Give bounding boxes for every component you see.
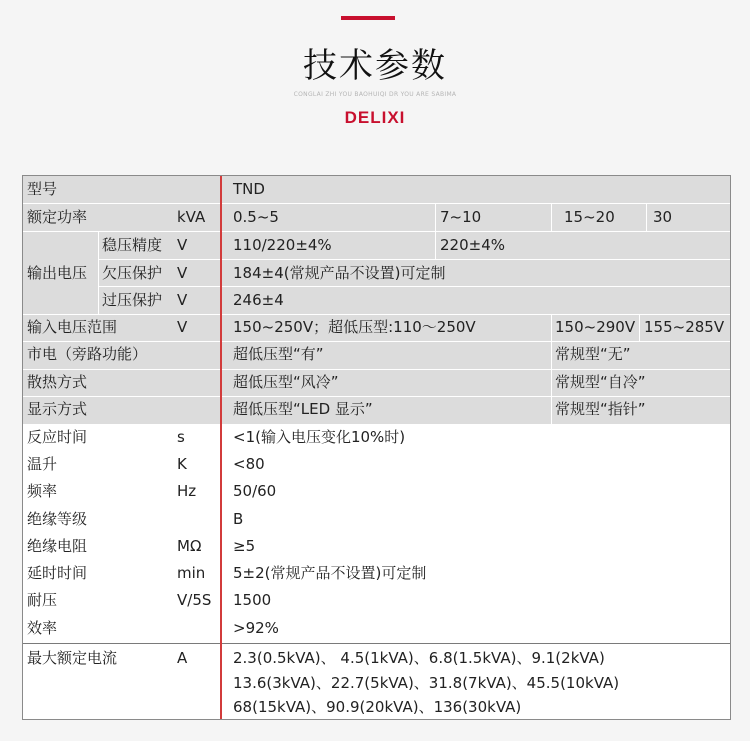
insulation-resistance-label: 绝缘电阻 [27, 537, 88, 555]
temp-rise-unit: K [177, 455, 187, 473]
withstand-voltage-unit: V/5S [177, 591, 212, 609]
row-divider [23, 369, 730, 370]
max-current-values [229, 646, 729, 720]
display-label: 显示方式 [27, 400, 88, 418]
col-divider [98, 231, 99, 314]
temp-rise-label: 温升 [27, 455, 58, 473]
col-divider [435, 232, 436, 259]
efficiency-label: 效率 [27, 619, 58, 637]
withstand-voltage-value: 1500 [233, 591, 272, 609]
under-voltage-unit: V [177, 264, 188, 282]
max-current-unit: A [177, 649, 188, 667]
row-divider [23, 314, 730, 315]
display-value-a: 超低压型“LED 显示” [233, 400, 373, 418]
cooling-value-b: 常规型“自冷” [555, 373, 646, 391]
max-current-line: 68(15kVA)、90.9(20kVA)、136(30kVA) [233, 698, 522, 716]
input-range-value-b: 150~290V [555, 318, 636, 336]
max-current-label: 最大额定电流 [27, 649, 118, 667]
input-range-value-a: 150~250V；超低压型:110～250V [233, 318, 476, 336]
rated-power-label: 额定功率 [27, 208, 88, 226]
frequency-label: 频率 [27, 482, 58, 500]
frequency-unit: Hz [177, 482, 197, 500]
rated-power-unit: kVA [177, 208, 206, 226]
under-voltage-value: 184±4(常规产品不设置)可定制 [233, 264, 446, 282]
max-current-line: 2.3(0.5kVA)、 4.5(1kVA)、6.8(1.5kVA)、9.1(2kVA) [233, 649, 605, 667]
brand-logo: DELIXI [344, 108, 406, 127]
delay-time-value: 5±2(常规产品不设置)可定制 [233, 564, 427, 582]
input-range-unit: V [177, 318, 188, 336]
rated-power-value-3: 15~20 [564, 208, 615, 226]
response-time-label: 反应时间 [27, 428, 88, 446]
over-voltage-value: 246±4 [233, 291, 284, 309]
col-divider [639, 315, 640, 341]
rated-power-value-1: 0.5~5 [233, 208, 279, 226]
insulation-class-value: B [233, 510, 244, 528]
col-divider [551, 315, 552, 424]
page-title: 技术参数 [303, 46, 447, 86]
max-current-line: 13.6(3kVA)、22.7(5kVA)、31.8(7kVA)、45.5(10kVA) [233, 673, 620, 692]
row-divider [98, 286, 730, 287]
rated-power-value-2: 7~10 [440, 208, 482, 226]
rated-power-value-4: 30 [653, 208, 673, 226]
spec-table [22, 175, 731, 720]
row-divider [98, 259, 730, 260]
cooling-label: 散热方式 [27, 373, 88, 391]
column-divider-red [220, 176, 222, 719]
row-divider [23, 396, 730, 397]
mains-label: 市电（旁路功能） [27, 345, 148, 363]
stability-value-a: 110/220±4% [233, 236, 332, 254]
frequency-value: 50/60 [233, 482, 277, 500]
row-divider [23, 203, 730, 204]
efficiency-value: >92% [233, 619, 279, 637]
col-divider [646, 204, 647, 231]
col-divider [435, 204, 436, 231]
display-value-b: 常规型“指针” [555, 400, 646, 418]
withstand-voltage-label: 耐压 [27, 591, 58, 609]
model-value: TND [233, 180, 265, 198]
page-subtitle: CONGLAI ZHI YOU BAOHUIQI DR YOU ARE SABIMA [293, 91, 457, 98]
accent-bar [341, 16, 395, 20]
delay-time-unit: min [177, 564, 206, 582]
col-divider [551, 204, 552, 231]
stability-value-b: 220±4% [440, 236, 505, 254]
stability-unit: V [177, 236, 188, 254]
section-divider [23, 643, 730, 644]
over-voltage-unit: V [177, 291, 188, 309]
insulation-resistance-unit: MΩ [177, 537, 202, 555]
insulation-class-label: 绝缘等级 [27, 510, 88, 528]
output-voltage-label: 输出电压 [27, 264, 88, 282]
response-time-value: <1(输入电压变化10%时) [233, 428, 406, 446]
delay-time-label: 延时时间 [27, 564, 88, 582]
mains-value-a: 超低压型“有” [233, 345, 324, 363]
input-range-value-c: 155~285V [644, 318, 725, 336]
over-voltage-label: 过压保护 [102, 291, 163, 309]
cooling-value-a: 超低压型“风冷” [233, 373, 339, 391]
insulation-resistance-value: ≥5 [233, 537, 256, 555]
model-label: 型号 [27, 180, 58, 198]
mains-value-b: 常规型“无” [555, 345, 631, 363]
row-divider [23, 341, 730, 342]
response-time-unit: s [177, 428, 185, 446]
row-divider [23, 231, 730, 232]
under-voltage-label: 欠压保护 [102, 264, 163, 282]
input-range-label: 输入电压范围 [27, 318, 118, 336]
stability-label: 稳压精度 [102, 236, 163, 254]
temp-rise-value: <80 [233, 455, 265, 473]
